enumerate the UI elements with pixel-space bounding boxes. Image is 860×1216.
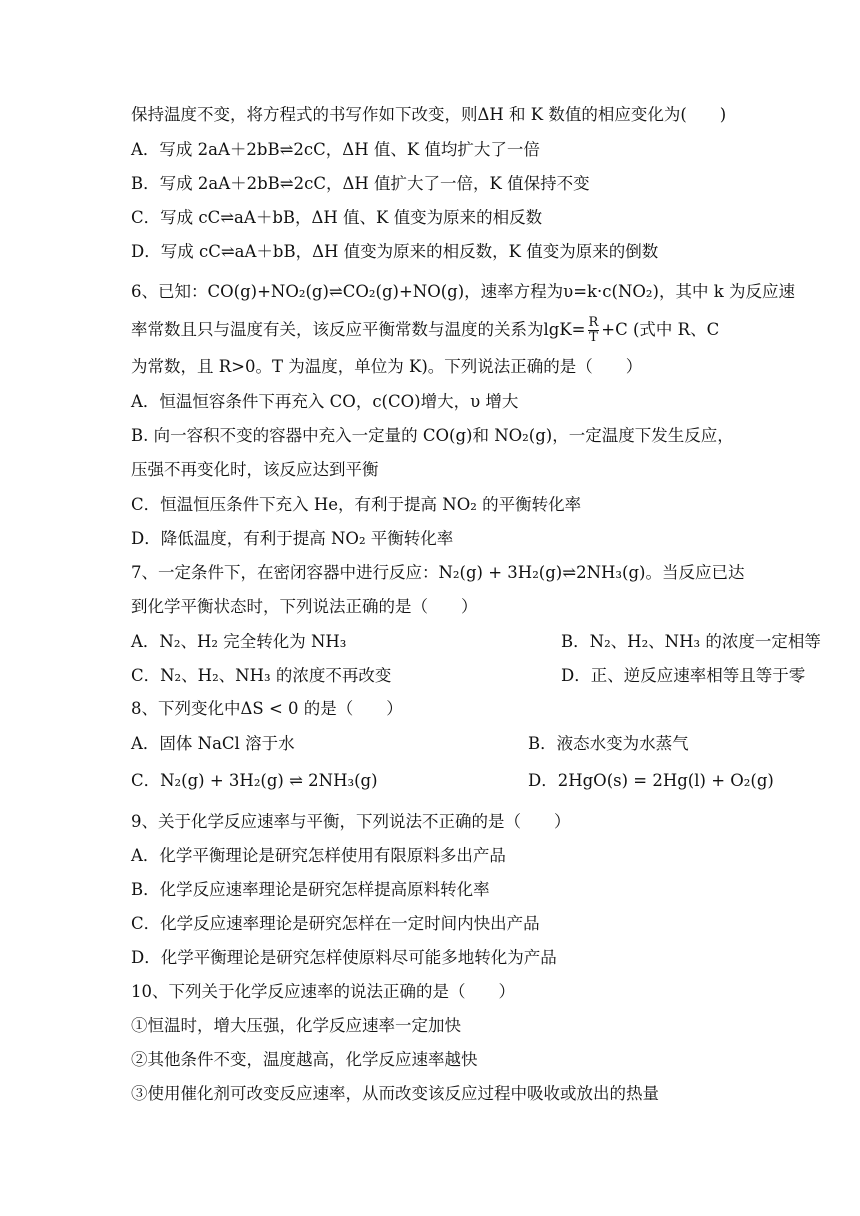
q7-option-c: C．N₂、H₂、NH₃ 的浓度不再改变: [131, 666, 392, 685]
q8-option-b: B．液态水变为水蒸气: [528, 734, 689, 753]
q6-option-c: C．恒温恒压条件下充入 He，有利于提高 NO₂ 的平衡转化率: [131, 495, 582, 514]
q7-stem-line1: 7、一定条件下，在密闭容器中进行反应：N₂(g) + 3H₂(g)⇌2NH₃(g)。当反应已达: [131, 563, 745, 582]
q6-stem-line2: [131, 316, 731, 345]
q10-statement-3: ③使用催化剂可改变反应速率，从而改变该反应过程中吸收或放出的热量: [131, 1084, 659, 1103]
q10-stem: 10、下列关于化学反应速率的说法正确的是（ ）: [131, 982, 515, 1001]
q9-stem: 9、关于化学反应速率与平衡，下列说法不正确的是（ ）: [131, 812, 571, 831]
q7-options-row2: [131, 665, 806, 687]
fraction-r-over-t: [588, 316, 600, 345]
q5-stem: 保持温度不变，将方程式的书写作如下改变，则ΔH 和 K 数值的相应变化为( ): [131, 105, 727, 124]
q8-options-row2: [131, 770, 774, 792]
q6-stem-line1: 6、已知：CO(g)+NO₂(g)⇌CO₂(g)+NO(g)，速率方程为υ=k·c(NO₂)，其中 k 为反应速: [131, 282, 795, 301]
q6-option-b-line2: 压强不再变化时，该反应达到平衡: [131, 460, 379, 479]
q5-option-a: A．写成 2aA＋2bB⇌2cC，ΔH 值、K 值均扩大了一倍: [131, 140, 540, 159]
q8-option-a: A．固体 NaCl 溶于水: [131, 734, 295, 753]
q7-option-b: B．N₂、H₂、NH₃ 的浓度一定相等: [561, 632, 821, 651]
q7-option-a: A．N₂、H₂ 完全转化为 NH₃: [131, 632, 347, 651]
q9-option-a: A．化学平衡理论是研究怎样使用有限原料多出产品: [131, 846, 506, 865]
q10-statement-2: ②其他条件不变，温度越高，化学反应速率越快: [131, 1050, 478, 1069]
q8-options-row1: [131, 733, 731, 755]
q6-option-d: D．降低温度，有利于提高 NO₂ 平衡转化率: [131, 529, 454, 548]
q9-option-d: D．化学平衡理论是研究怎样使原料尽可能多地转化为产品: [131, 948, 557, 967]
q7-option-d: D．正、逆反应速率相等且等于零: [561, 666, 806, 685]
q10-statement-1: ①恒温时，增大压强，化学反应速率一定加快: [131, 1016, 461, 1035]
q7-options-row1: [131, 631, 821, 653]
q9-option-c: C．化学反应速率理论是研究怎样在一定时间内快出产品: [131, 914, 540, 933]
q8-stem: 8、下列变化中ΔS < 0 的是（ ）: [131, 699, 403, 718]
q5-option-b: B．写成 2aA＋2bB⇌2cC，ΔH 值扩大了一倍，K 值保持不变: [131, 174, 590, 193]
q7-stem-line2: 到化学平衡状态时，下列说法正确的是（ ）: [131, 597, 478, 616]
fraction-numerator: R: [588, 315, 599, 330]
q8-option-c: C．N₂(g) + 3H₂(g) ⇌ 2NH₃(g): [131, 771, 378, 790]
q6-stem-line2-post: +C (式中 R、C: [601, 320, 720, 339]
q6-option-a: A．恒温恒容条件下再充入 CO，c(CO)增大，υ 增大: [131, 392, 519, 411]
q5-option-c: C．写成 cC⇌aA＋bB，ΔH 值、K 值变为原来的相反数: [131, 208, 543, 227]
q6-stem-line3: 为常数，且 R>0。T 为温度，单位为 K)。下列说法正确的是（ ）: [131, 357, 643, 376]
q5-option-d: D．写成 cC⇌aA＋bB，ΔH 值变为原来的相反数，K 值变为原来的倒数: [131, 242, 659, 261]
q9-option-b: B．化学反应速率理论是研究怎样提高原料转化率: [131, 880, 490, 899]
q8-option-d: D．2HgO(s) = 2Hg(l) + O₂(g): [528, 771, 774, 790]
fraction-denominator: T: [589, 330, 598, 345]
q6-option-b-line1: B. 向一容积不变的容器中充入一定量的 CO(g)和 NO₂(g)，一定温度下发生反应，: [131, 426, 734, 445]
q6-stem-line2-pre: 率常数且只与温度有关，该反应平衡常数与温度的关系为lgK=: [131, 320, 586, 339]
